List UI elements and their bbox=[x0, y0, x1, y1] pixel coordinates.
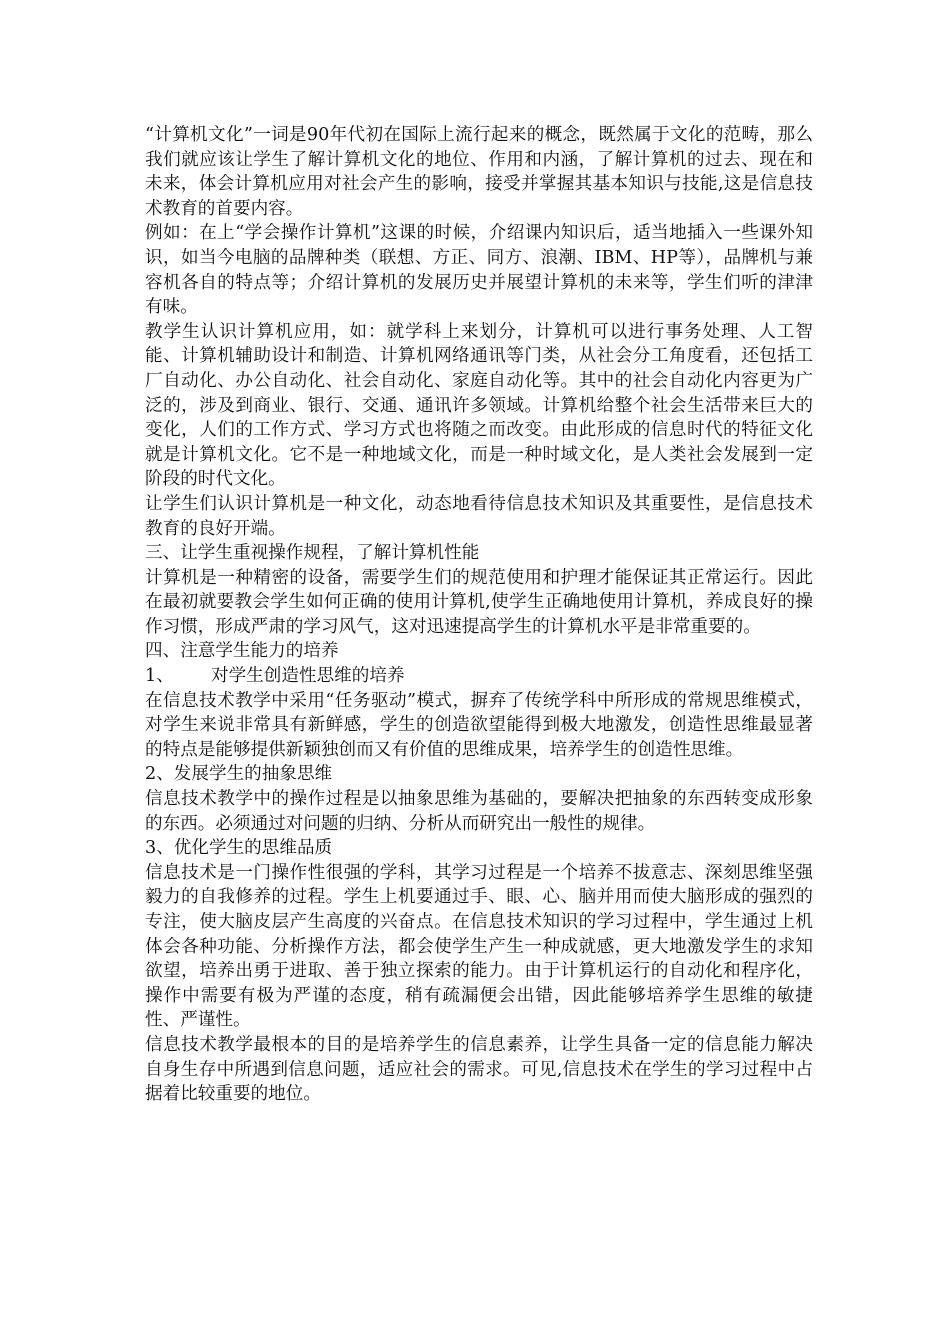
paragraph-computer-culture-intro: “计算机文化”一词是90年代初在国际上流行起来的概念，既然属于文化的范畴，那么我们就应该让学生了解计算机文化的地位、作用和内涵，了解计算机的过去、现在和未来，体会计算机应用对社会产生的影响，接受并掌握其基本知识与技能,这是信息技术教育的首要内容。 bbox=[145, 125, 813, 219]
paragraph-computer-applications: 教学生认识计算机应用，如：就学科上来划分，计算机可以进行事务处理、人工智能、计算机辅助设计和制造、计算机网络通讯等门类，从社会分工角度看，还包括工厂自动化、办公自动化、社会自动化、家庭自动化等。其中的社会自动化内容更为广泛的，涉及到商业、银行、交通、通讯许多领域。计算机给整个社会生活带来巨大的变化，人们的工作方式、学习方式也将随之而改变。由此形成的信息时代的特征文化就是计算机文化。它不是一种地域文化，而是一种时域文化，是人类社会发展到一定阶段的时代文化。 bbox=[145, 321, 813, 490]
section-3-heading: 三、让学生重视操作规程，了解计算机性能 bbox=[145, 543, 480, 564]
subsection-1-heading bbox=[145, 664, 813, 689]
paragraph-operation-rules: 计算机是一种精密的设备，需要学生们的规范使用和护理才能保证其正常运行。因此在最初就要教会学生如何正确的使用计算机,使学生正确地使用计算机，养成良好的操作习惯，形成严肃的学习风气，这对迅速提高学生的计算机水平是非常重要的。 bbox=[145, 567, 813, 637]
subsection-1-title: 对学生创造性思维的培养 bbox=[211, 666, 405, 687]
paragraph-culture-recognition: 让学生们认识计算机是一种文化，动态地看待信息技术知识及其重要性，是信息技术教育的良好开端。 bbox=[145, 493, 813, 539]
paragraph-example-lesson: 例如：在上“学会操作计算机”这课的时候，介绍课内知识后，适当地插入一些课外知识，如当今电脑的品牌种类（联想、方正、同方、浪潮、IBM、HP等），品牌机与兼容机各自的特点等；介绍计算机的发展历史并展望计算机的未来等，学生们听的津津有味。 bbox=[145, 223, 813, 318]
subsection-3-heading: 3、优化学生的思维品质 bbox=[145, 838, 333, 859]
paragraph-abstract-thinking: 信息技术教学中的操作过程是以抽象思维为基础的，要解决把抽象的东西转变成形象的东西。必须通过对问题的归纳、分析从而研究出一般性的规律。 bbox=[145, 789, 813, 834]
subsection-1-number: 1、 bbox=[145, 666, 174, 687]
paragraph-thinking-quality: 信息技术是一门操作性很强的学科，其学习过程是一个培养不拔意志、深刻思维坚强毅力的自我修养的过程。学生上机要通过手、眼、心、脑并用而使大脑形成的强烈的专注，使大脑皮层产生高度的兴奋点。在信息技术知识的学习过程中，学生通过上机体会各种功能、分析操作方法，都会使学生产生一种成就感，更大地激发学生的求知欲望，培养出勇于进取、善于独立探索的能力。由于计算机运行的自动化和程序化，操作中需要有极为严谨的态度，稍有疏漏便会出错，因此能够培养学生思维的敏捷性、严谨性。 bbox=[145, 862, 813, 1031]
subsection-2-heading: 2、发展学生的抽象思维 bbox=[145, 764, 333, 785]
paragraph-creative-thinking: 在信息技术教学中采用“任务驱动”模式，摒弃了传统学科中所形成的常规思维模式，对学生来说非常具有新鲜感，学生的创造欲望能得到极大地激发，创造性思维最显著的特点是能够提供新颖独创而又有价值的思维成果，培养学生的创造性思维。 bbox=[145, 690, 813, 760]
document-body bbox=[145, 123, 813, 1107]
section-4-heading: 四、注意学生能力的培养 bbox=[145, 641, 339, 662]
paragraph-closing: 信息技术教学最根本的目的是培养学生的信息素养，让学生具备一定的信息能力解决自身生存中所遇到信息问题，适应社会的需求。可见,信息技术在学生的学习过程中占据着比较重要的地位。 bbox=[145, 1034, 813, 1105]
